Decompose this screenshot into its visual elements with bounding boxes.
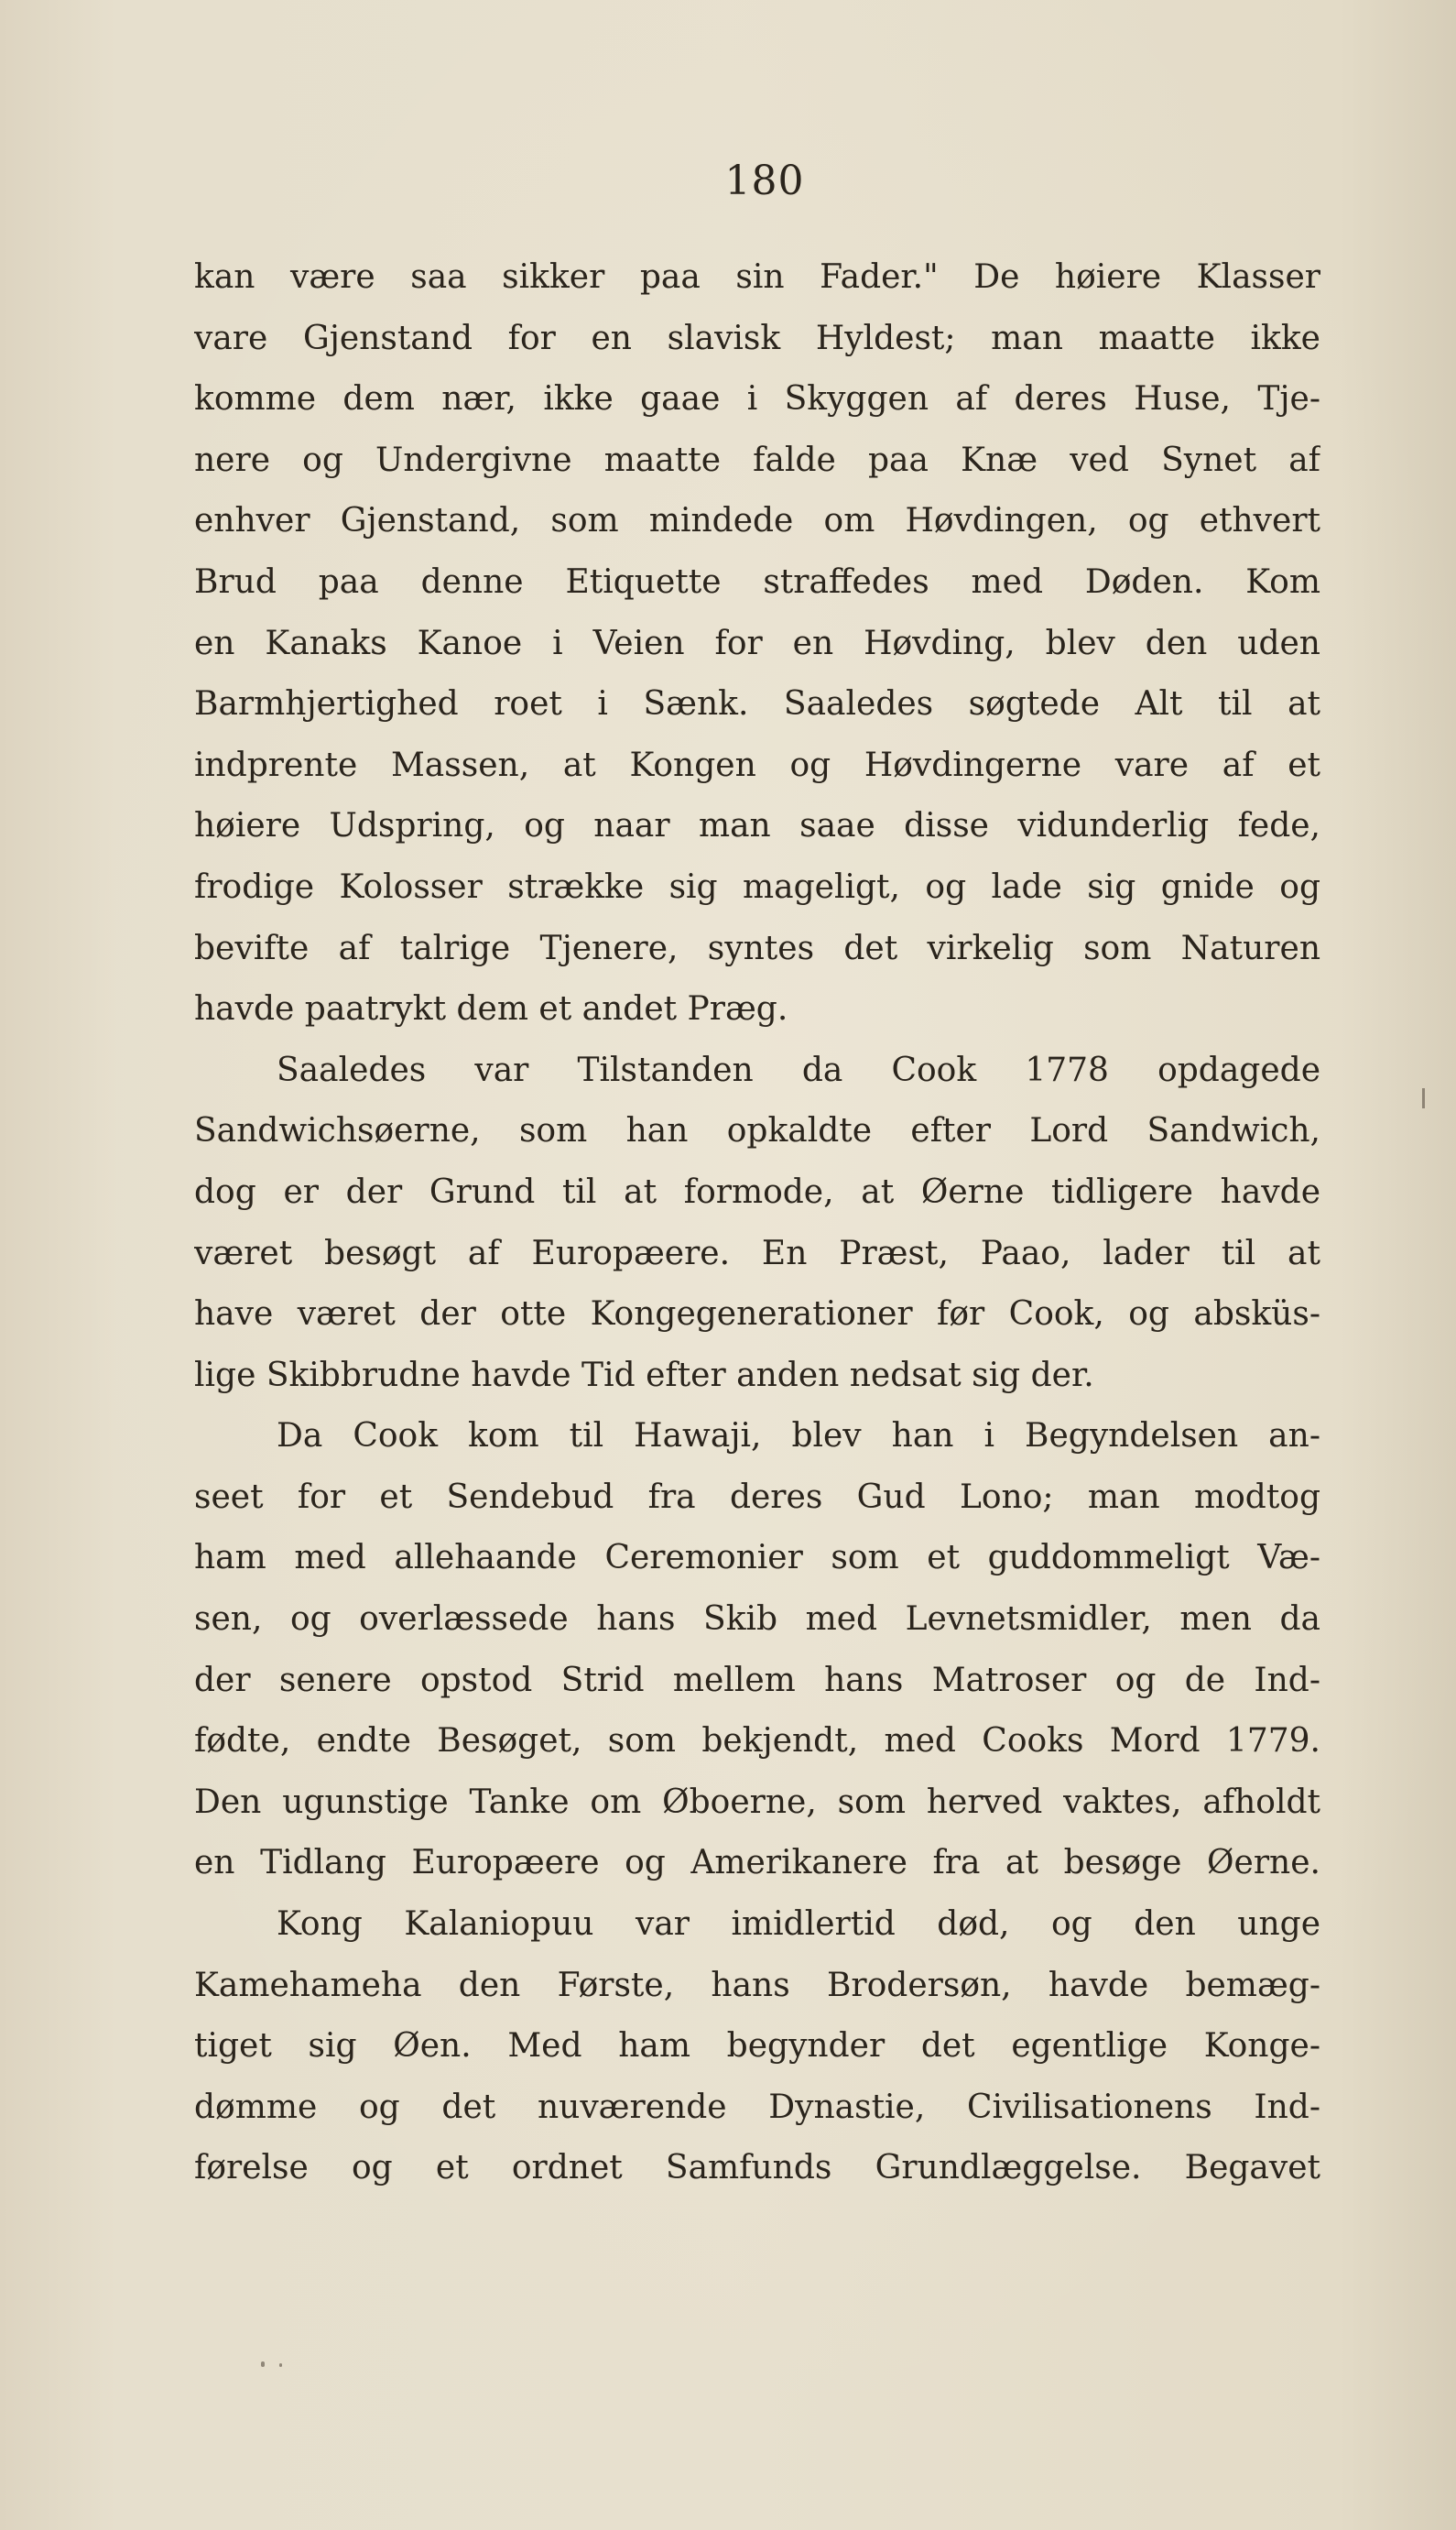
text-line: sen, og overlæssede hans Skib med Levnetsmidler, men da	[194, 1600, 1320, 1639]
text-line: Sandwichsøerne, som han opkaldte efter Lord Sandwich,	[194, 1112, 1320, 1150]
page-number: 180	[724, 158, 805, 204]
text-line: indprente Massen, at Kongen og Høvdingerne vare af et	[194, 746, 1320, 784]
text-line: vare Gjenstand for en slavisk Hyldest; man maatte ikke	[194, 319, 1320, 357]
text-line: Barmhjertighed roet i Sænk. Saaledes søgtede Alt til at	[194, 685, 1320, 724]
text-line: nere og Undergivne maatte falde paa Knæ ved Synet af	[194, 441, 1320, 479]
text-line: ham med allehaande Ceremonier som et guddommeligt Væ-	[194, 1539, 1320, 1577]
paragraph-end-line: en Tidlang Europæere og Amerikanere fra at besøge Øerne.	[194, 1844, 1320, 1882]
text-line: været besøgt af Europæere. En Præst, Paao, lader til at	[194, 1234, 1320, 1272]
text-line: bevifte af talrige Tjenere, syntes det virkelig som Naturen	[194, 929, 1320, 967]
text-line: der senere opstod Strid mellem hans Matroser og de Ind-	[194, 1661, 1320, 1699]
text-line: komme dem nær, ikke gaae i Skyggen af deres Huse, Tje-	[194, 380, 1320, 419]
ink-speck	[279, 2363, 282, 2367]
text-line: kan være saa sikker paa sin Fader." De høiere Klasser	[194, 258, 1320, 296]
text-line: have været der otte Kongegenerationer før Cook, og absküs-	[194, 1295, 1320, 1334]
text-line: seet for et Sendebud fra deres Gud Lono; man modtog	[194, 1478, 1320, 1516]
margin-mark	[1422, 1088, 1425, 1108]
paragraph-start-line: Kong Kalaniopuu var imidlertid død, og den unge	[277, 1905, 1320, 1944]
paragraph-end-line: lige Skibbrudne havde Tid efter anden nedsat sig der.	[194, 1356, 1094, 1394]
text-line: Den ugunstige Tanke om Øboerne, som herved vaktes, afholdt	[194, 1783, 1320, 1821]
text-line: dømme og det nuværende Dynastie, Civilisationens Ind-	[194, 2088, 1320, 2126]
text-line: frodige Kolosser strække sig mageligt, og lade sig gnide og	[194, 867, 1320, 906]
text-line: fødte, endte Besøget, som bekjendt, med Cooks Mord 1779.	[194, 1722, 1320, 1761]
text-line: dog er der Grund til at formode, at Øerne tidligere havde	[194, 1172, 1320, 1211]
text-line: en Kanaks Kanoe i Veien for en Høvding, blev den uden	[194, 624, 1320, 662]
text-line: enhver Gjenstand, som mindede om Høvdingen, og ethvert	[194, 502, 1320, 540]
paragraph-start-line: Saaledes var Tilstanden da Cook 1778 opdagede	[277, 1051, 1320, 1089]
text-line: tiget sig Øen. Med ham begynder det egentlige Konge-	[194, 2027, 1320, 2066]
paragraph-start-line: Da Cook kom til Hawaji, blev han i Begyndelsen an-	[277, 1417, 1320, 1456]
text-line: Brud paa denne Etiquette straffedes med Døden. Kom	[194, 562, 1320, 601]
text-line: Kamehameha den Første, hans Brodersøn, havde bemæg-	[194, 1966, 1320, 2004]
body-text	[194, 247, 1320, 2199]
text-line: høiere Udspring, og naar man saae disse vidunderlig fede,	[194, 807, 1320, 845]
text-line: førelse og et ordnet Samfunds Grundlæggelse. Begavet	[194, 2149, 1320, 2187]
paragraph-end-line: havde paatrykt dem et andet Præg.	[194, 990, 788, 1029]
ink-speck	[261, 2361, 265, 2367]
